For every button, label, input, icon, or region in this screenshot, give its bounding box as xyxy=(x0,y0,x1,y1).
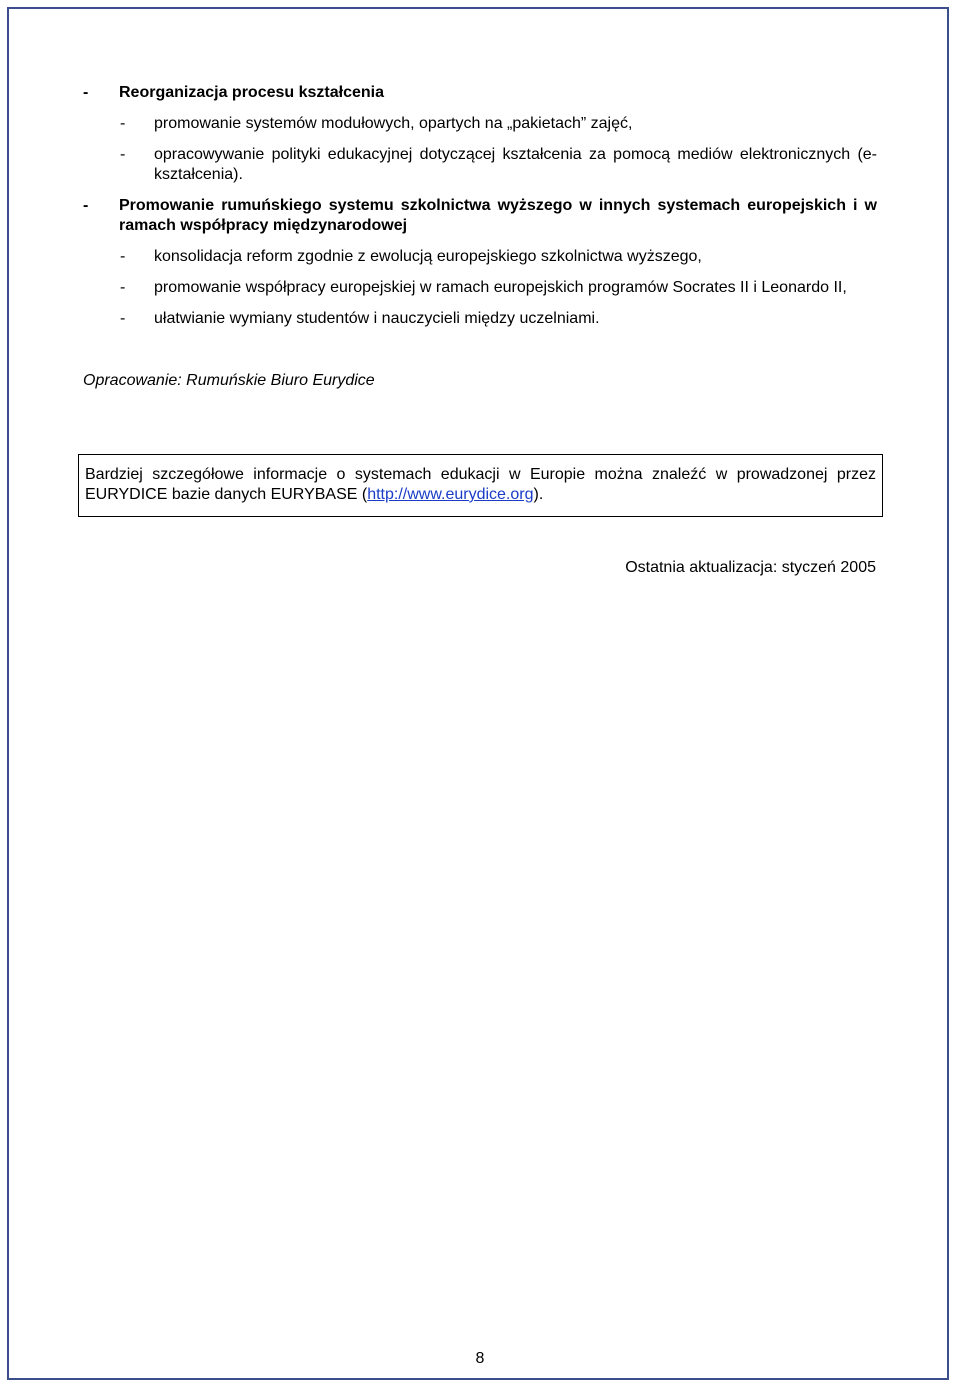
list-item xyxy=(83,309,877,329)
eurydice-link[interactable]: http://www.eurydice.org xyxy=(367,486,534,503)
bullet-dash: - xyxy=(83,197,89,214)
section-heading xyxy=(83,83,877,103)
bullet-dash: - xyxy=(120,146,126,163)
list-item xyxy=(83,145,877,185)
last-update: Ostatnia aktualizacja: styczeń 2005 xyxy=(625,559,876,576)
bullet-dash: - xyxy=(120,310,126,327)
document-body xyxy=(83,83,877,391)
info-text: Bardziej szczegółowe informacje o systemach edukacji w Europie można znaleźć w prowadzonej przez EURYDICE bazie danych EURYBASE ( xyxy=(85,466,876,503)
list-item xyxy=(83,247,877,267)
bullet-dash: - xyxy=(83,84,89,101)
section-heading-text: Promowanie rumuńskiego systemu szkolnictwa wyższego w innych systemach europejskich i w ramach współpracy międzynarodowej xyxy=(119,197,877,234)
list-item xyxy=(83,278,877,298)
list-item-text: ułatwianie wymiany studentów i nauczycieli między uczelniami. xyxy=(154,310,600,327)
bullet-dash: - xyxy=(120,248,126,265)
list-item-text: opracowywanie polityki edukacyjnej dotyczącej kształcenia za pomocą mediów elektronicznych (e-kształcenia). xyxy=(154,146,877,183)
info-box xyxy=(78,454,883,517)
list-item-text: konsolidacja reform zgodnie z ewolucją europejskiego szkolnictwa wyższego, xyxy=(154,248,702,265)
page-number: 8 xyxy=(475,1350,485,1367)
info-text-end: ). xyxy=(533,486,544,503)
list-item-text: promowanie systemów modułowych, opartych na „pakietach” zajęć, xyxy=(154,115,633,132)
source-note: Opracowanie: Rumuńskie Biuro Eurydice xyxy=(83,372,375,389)
list-item xyxy=(83,114,877,134)
bullet-dash: - xyxy=(120,115,126,132)
bullet-dash: - xyxy=(120,279,126,296)
section-heading xyxy=(83,196,877,236)
section-heading-text: Reorganizacja procesu kształcenia xyxy=(119,84,384,101)
list-item-text: promowanie współpracy europejskiej w ramach europejskich programów Socrates II i Leonardo II, xyxy=(154,279,847,296)
